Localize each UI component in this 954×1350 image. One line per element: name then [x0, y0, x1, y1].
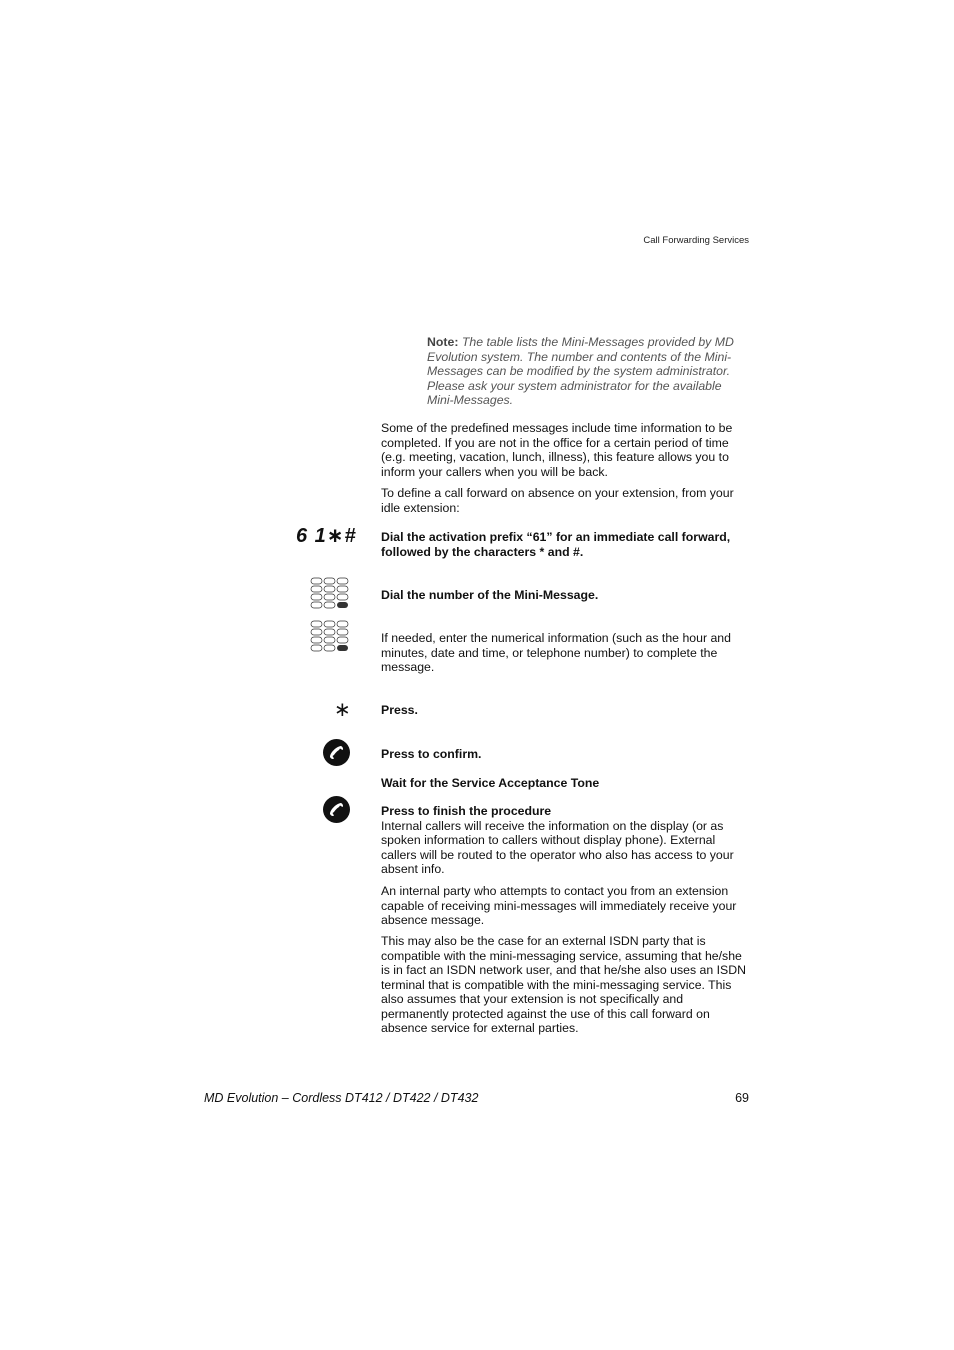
step-finish-text: Internal callers will receive the information on the display (or as spoken information to callers without display phone). External callers will be routed to the operator who also has access to your absent info. — [381, 818, 734, 876]
prefix-code: 6 1∗# — [296, 525, 357, 547]
step-confirm: Press to confirm. — [381, 747, 482, 761]
intro-instruction: To define a call forward on absence on your extension, from your idle extension: — [381, 486, 734, 515]
step-finish-block — [381, 804, 751, 877]
handset-icon — [323, 796, 350, 823]
internal-party-paragraph: An internal party who attempts to contact you from an extension capable of receiving mini-messages will immediately receive your absence message. — [381, 884, 737, 927]
intro-paragraph: Some of the predefined messages include time information to be completed. If you are not in the office for a certain period of time (e.g. meeting, vacation, lunch, illness), this feature allows you to inform your callers when you will be back. — [381, 421, 733, 479]
note-text: The table lists the Mini-Messages provided by MD Evolution system. The number and contents of the Mini-Messages can be modified by the system administrator. Please ask your system administrator for the available Mini-Messages. — [427, 335, 734, 407]
external-party-paragraph: This may also be the case for an external ISDN party that is compatible with the mini-messaging service, assuming that he/she is in fact an ISDN network user, and that he/she also uses an ISDN terminal that is compatible with the mini-messaging service. This also assumes that your extension is not specifically and permanently protected against the use of this call forward on absence service for external parties. — [381, 934, 746, 1035]
handset-icon — [323, 739, 350, 766]
step-finish-title: Press to finish the procedure — [381, 804, 552, 818]
step-dial-mini-message: Dial the number of the Mini-Message. — [381, 588, 599, 602]
step-dial-prefix: Dial the activation prefix “61” for an immediate call forward, followed by the characters * and #. — [381, 530, 731, 559]
running-header: Call Forwarding Services — [643, 235, 749, 246]
step-enter-info: If needed, enter the numerical information (such as the hour and minutes, date and time, or telephone number) to complete the message. — [381, 631, 731, 674]
note-label: Note: — [427, 335, 459, 349]
step-press-star: Press. — [381, 703, 418, 717]
step-wait-tone: Wait for the Service Acceptance Tone — [381, 776, 600, 790]
keypad-icon — [310, 620, 350, 654]
footer-title: MD Evolution – Cordless DT412 / DT422 / DT432 — [204, 1091, 479, 1105]
note-block — [427, 335, 751, 408]
keypad-icon — [310, 577, 350, 611]
star-key-icon: ∗ — [334, 699, 351, 721]
page-number: 69 — [735, 1091, 749, 1105]
